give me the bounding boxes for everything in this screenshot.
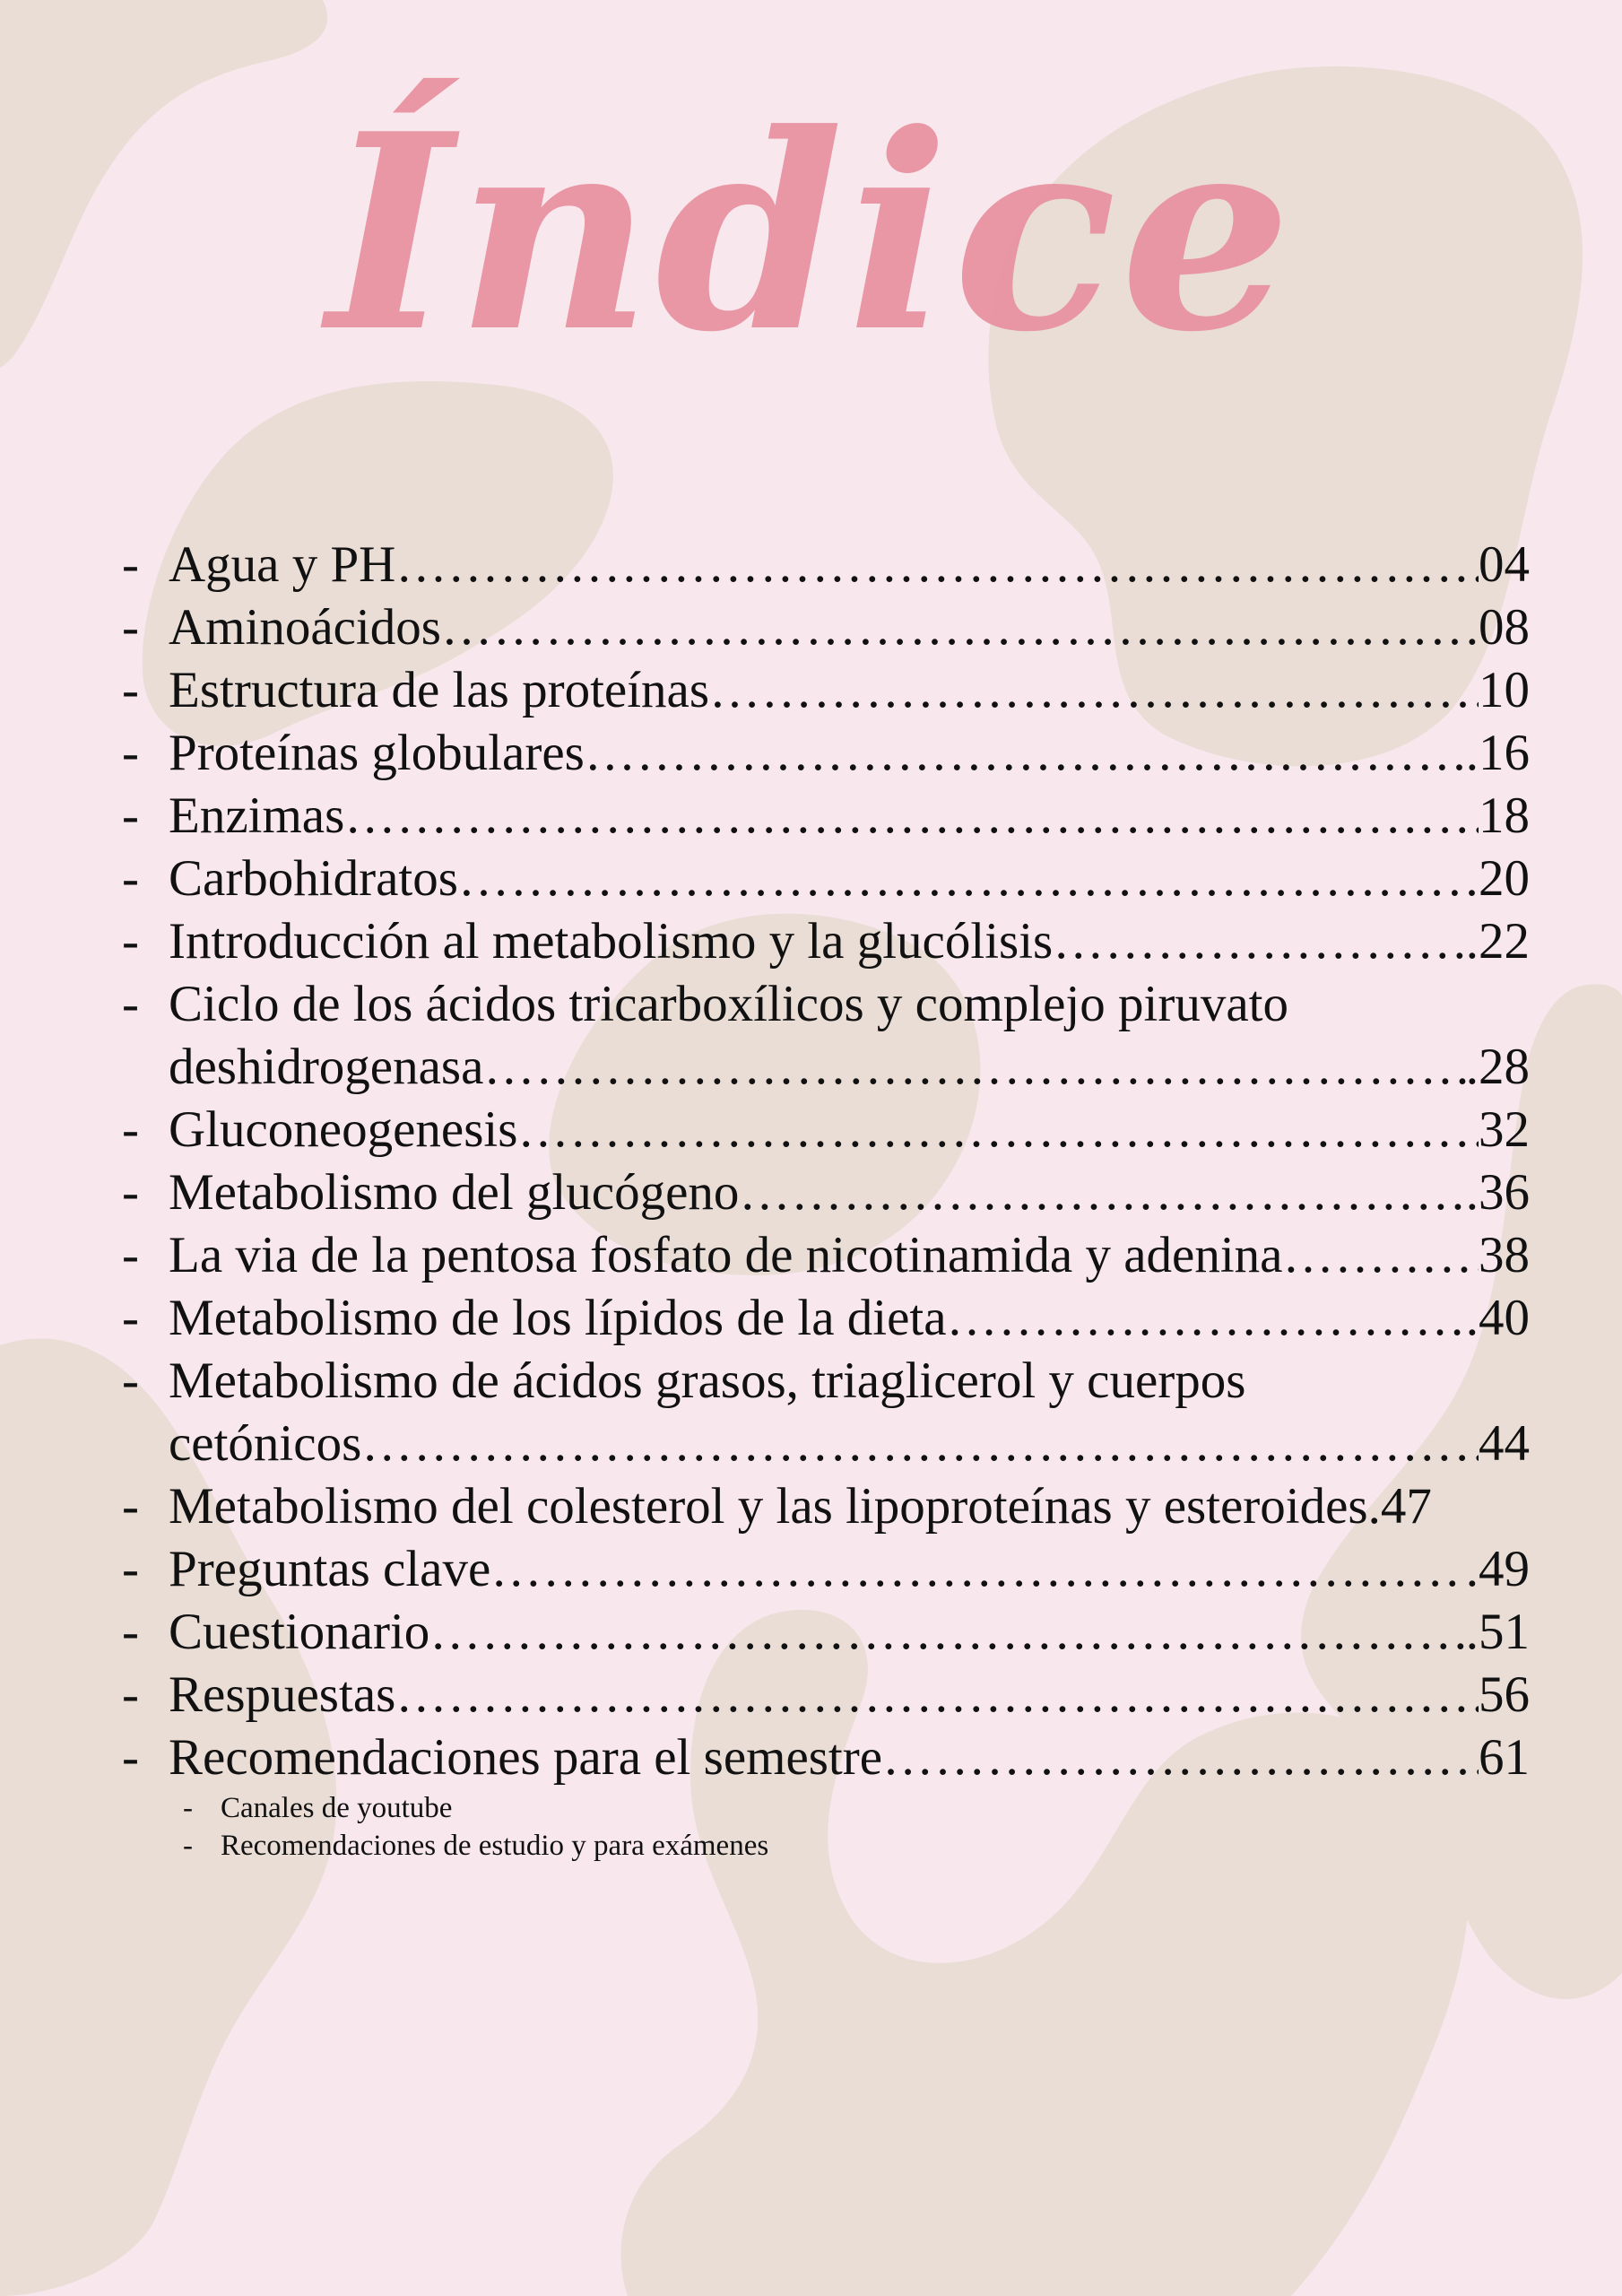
toc-entry bbox=[122, 785, 1530, 848]
bullet-dash: - bbox=[183, 1830, 193, 1862]
toc-page-number: 20 bbox=[1479, 850, 1530, 907]
dot-leader bbox=[441, 596, 1466, 659]
toc-page-number: .22 bbox=[1465, 913, 1530, 970]
toc-entry bbox=[122, 1099, 1530, 1161]
dot-leader bbox=[1282, 1224, 1479, 1287]
dot-leader bbox=[585, 722, 1466, 785]
toc-page-number: .40 bbox=[1465, 1290, 1530, 1346]
dot-leader bbox=[395, 534, 1479, 596]
dot-leader bbox=[709, 659, 1479, 722]
toc-entry-title: Respuestas bbox=[169, 1666, 396, 1723]
dot-leader bbox=[517, 1099, 1479, 1161]
bullet-dash: - bbox=[122, 1101, 139, 1158]
toc-entry bbox=[122, 1601, 1530, 1664]
toc-page-number: 44 bbox=[1479, 1415, 1530, 1472]
toc-entry bbox=[122, 1224, 1530, 1287]
bullet-dash: - bbox=[122, 1729, 139, 1786]
toc-entry-title: Agua y PH bbox=[169, 536, 396, 593]
toc-entry-title: deshidrogenasa bbox=[169, 1039, 484, 1095]
toc-entry bbox=[122, 1538, 1530, 1601]
toc-page-number: .49 bbox=[1465, 1541, 1530, 1597]
dot-leader bbox=[361, 1413, 1479, 1475]
toc-entry bbox=[122, 1350, 1530, 1475]
dot-leader bbox=[458, 848, 1479, 910]
toc-entry bbox=[122, 596, 1530, 659]
toc-page-number: 61 bbox=[1479, 1729, 1530, 1786]
bullet-dash: - bbox=[122, 1666, 139, 1723]
bullet-dash: - bbox=[122, 1478, 139, 1535]
toc-entry bbox=[122, 910, 1530, 973]
bullet-dash: - bbox=[122, 1227, 139, 1283]
dot-leader bbox=[429, 1601, 1465, 1664]
toc-entry bbox=[122, 659, 1530, 722]
toc-entry bbox=[122, 1287, 1530, 1350]
toc-page-number: 56 bbox=[1479, 1666, 1530, 1723]
bullet-dash: - bbox=[122, 1604, 139, 1660]
toc-entry-title: Gluconeogenesis bbox=[169, 1101, 518, 1158]
toc-page-number: .51 bbox=[1465, 1604, 1530, 1660]
bullet-dash: - bbox=[122, 536, 139, 593]
bullet-dash: - bbox=[183, 1792, 193, 1824]
toc-page-number: 10 bbox=[1479, 662, 1530, 718]
bullet-dash: - bbox=[122, 725, 139, 781]
bullet-dash: - bbox=[122, 1290, 139, 1346]
toc-entry-title: Cuestionario bbox=[169, 1604, 430, 1660]
toc-page-number: .28 bbox=[1465, 1039, 1530, 1095]
toc-entry-title: Carbohidratos bbox=[169, 850, 458, 907]
toc-entry bbox=[122, 1475, 1530, 1538]
page-title: Índice bbox=[326, 74, 1296, 391]
toc-entry bbox=[122, 1726, 1530, 1789]
toc-sub-entry-title: Recomendaciones de estudio y para exámenes bbox=[221, 1830, 769, 1862]
toc-page-number: 38 bbox=[1479, 1227, 1530, 1283]
toc-page-number: .08 bbox=[1465, 599, 1530, 656]
toc-page-number: 18 bbox=[1479, 787, 1530, 844]
toc-entry-title-line-1: Ciclo de los ácidos tricarboxílicos y complejo piruvato bbox=[169, 976, 1288, 1032]
bullet-dash: - bbox=[122, 1164, 139, 1221]
bullet-dash: - bbox=[122, 1541, 139, 1597]
toc-entry-title: Proteínas globulares bbox=[169, 725, 585, 781]
bullet-dash: - bbox=[122, 599, 139, 656]
dot-leader bbox=[739, 1161, 1465, 1224]
dot-leader bbox=[882, 1726, 1479, 1789]
bullet-dash: - bbox=[122, 913, 139, 970]
dot-leader bbox=[483, 1036, 1465, 1099]
toc-entry-title: Preguntas clave bbox=[169, 1541, 491, 1597]
toc-entry bbox=[122, 1664, 1530, 1726]
toc-entry-title: cetónicos bbox=[169, 1415, 362, 1472]
toc-page-number: .36 bbox=[1465, 1164, 1530, 1221]
toc-entry-title: La via de la pentosa fosfato de nicotinamida y adenina bbox=[169, 1227, 1283, 1283]
table-of-contents bbox=[122, 534, 1530, 1865]
toc-entry-title: Aminoácidos bbox=[169, 599, 441, 656]
toc-entry-title: Recomendaciones para el semestre bbox=[169, 1729, 883, 1786]
toc-page-number: .16 bbox=[1465, 725, 1530, 781]
toc-entry-title-line-1: Metabolismo de ácidos grasos, triaglicerol y cuerpos bbox=[169, 1352, 1246, 1409]
toc-entry-title: Metabolismo de los lípidos de la dieta bbox=[169, 1290, 947, 1346]
dot-leader bbox=[947, 1287, 1466, 1350]
toc-entry-title: Enzimas bbox=[169, 787, 345, 844]
toc-page-number: 32 bbox=[1479, 1101, 1530, 1158]
toc-page-number: 04 bbox=[1479, 536, 1530, 593]
toc-entry bbox=[122, 1161, 1530, 1224]
toc-sub-entry bbox=[183, 1827, 1530, 1865]
toc-entry bbox=[122, 848, 1530, 910]
toc-entry-title: Metabolismo del colesterol y las lipoproteínas y esteroides bbox=[169, 1478, 1368, 1535]
toc-entry-title: Metabolismo del glucógeno bbox=[169, 1164, 740, 1221]
toc-entry bbox=[122, 973, 1530, 1099]
toc-entry-title: Introducción al metabolismo y la glucólisis bbox=[169, 913, 1054, 970]
bullet-dash: - bbox=[122, 662, 139, 718]
dot-leader bbox=[1053, 910, 1466, 973]
bullet-dash: - bbox=[122, 976, 139, 1032]
toc-entry-title: Estructura de las proteínas bbox=[169, 662, 710, 718]
bullet-dash: - bbox=[122, 850, 139, 907]
toc-page-number: .47 bbox=[1367, 1478, 1432, 1535]
toc-entry bbox=[122, 722, 1530, 785]
bullet-dash: - bbox=[122, 1352, 139, 1409]
dot-leader bbox=[344, 785, 1479, 848]
toc-entry bbox=[122, 534, 1530, 596]
dot-leader bbox=[490, 1538, 1465, 1601]
toc-sub-entry-title: Canales de youtube bbox=[221, 1792, 453, 1824]
bullet-dash: - bbox=[122, 787, 139, 844]
dot-leader bbox=[395, 1664, 1479, 1726]
toc-sub-entry bbox=[183, 1789, 1530, 1827]
